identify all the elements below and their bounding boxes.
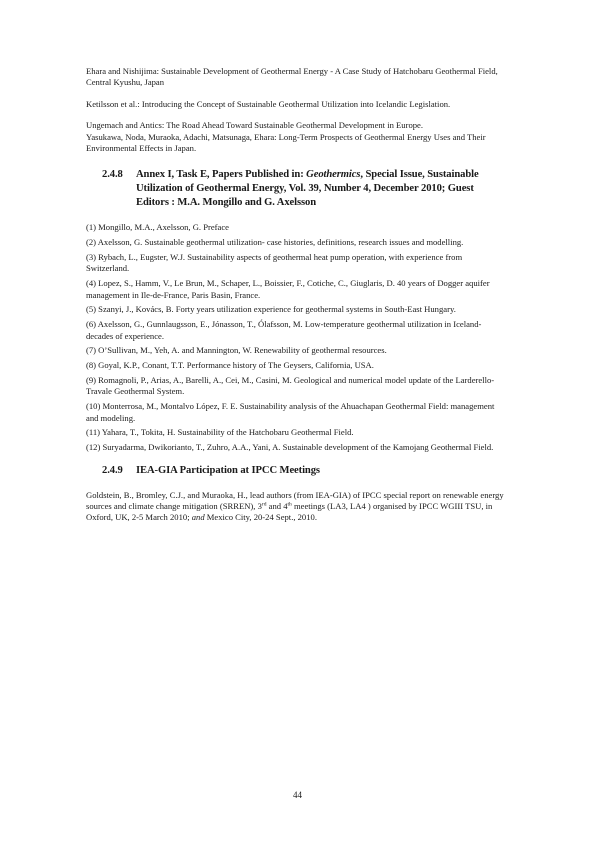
- section-heading-2-4-8: [102, 168, 504, 210]
- superscript: th: [287, 501, 292, 508]
- paragraph-text: Mexico City, 20-24 Sept., 2010.: [204, 512, 317, 523]
- list-item: (6) Axelsson, G., Gunnlaugsson, E., Jónasson, T., Ólafsson, M. Low-temperature geothermal utilization in Iceland- decades of experience.: [86, 319, 482, 341]
- section-title: IEA-GIA Participation at IPCC Meetings: [136, 464, 320, 476]
- section-heading-2-4-9: [102, 464, 504, 478]
- reference-ungemach-antics: Ungemach and Antics: The Road Ahead Toward Sustainable Geothermal Development in Europe.: [86, 120, 424, 131]
- reference-ketilsson: Ketilsson et al.: Introducing the Concept of Sustainable Geothermal Utilization into Icelandic Legislation.: [86, 98, 451, 109]
- paragraph-text: meetings (LA3, LA4 ) organised by IPCC WGIII TSU, in Oxford, UK, 2-5 March 2010;: [86, 501, 493, 523]
- reference-yasukawa: Yasukawa, Noda, Muraoka, Adachi, Matsunaga, Ehara: Long-Term Prospects of Geothermal Energy Uses and Their Environmental Effects in Japan.: [86, 131, 486, 154]
- ipcc-participation-paragraph: [86, 490, 504, 524]
- list-item: (5) Szanyi, J., Kovács, B. Forty years utilization experience for geothermal systems in South-East Hungary.: [86, 304, 456, 315]
- section-number: 2.4.8: [102, 169, 123, 181]
- section-title-part: , Special Issue, Sustainable Utilization of Geothermal Energy, Vol. 39, Number 4, December 2010; Guest Editors : M.A. Mongillo and G. Axelsson: [136, 169, 479, 209]
- list-item: (8) Goyal, K.P., Conant, T.T. Performance history of The Geysers, California, USA.: [86, 360, 374, 371]
- list-item: (1) Mongillo, M.A., Axelsson, G. Preface: [86, 222, 229, 233]
- page-content: [86, 66, 504, 532]
- list-item: (10) Monterrosa, M., Montalvo López, F. E. Sustainability analysis of the Ahuachapan Geothermal Field: management and modeling.: [86, 401, 495, 423]
- paragraph-text: and 4: [266, 501, 288, 512]
- list-item: (3) Rybach, L., Eugster, W.J. Sustainability aspects of geothermal heat pump operation, with experience from Switzerland.: [86, 252, 463, 274]
- list-item: (4) Lopez, S., Hamm, V., Le Brun, M., Schaper, L., Boissier, F., Cotiche, C., Giuglaris, D. 40 years of Dogger aquifer management in Ile-de-France, Paris Basin, France.: [86, 278, 490, 300]
- list-item: (9) Romagnoli, P., Arias, A., Barelli, A., Cei, M., Casini, M. Geological and numerical model update of the Larderello-Travale Geothermal System.: [86, 375, 495, 397]
- section-title: [136, 168, 504, 210]
- page-number: 44: [293, 790, 302, 800]
- list-item: (2) Axelsson, G. Sustainable geothermal utilization- case histories, definitions, research issues and modelling.: [86, 237, 464, 248]
- superscript: rd: [261, 501, 267, 508]
- list-item: (12) Suryadarma, Dwikorianto, T., Zuhro, A.A., Yani, A. Sustainable development of the Kamojang Geothermal Field.: [86, 442, 494, 453]
- list-item: (7) O’Sullivan, M., Yeh, A. and Mannington, W. Renewability of geothermal resources.: [86, 345, 387, 356]
- paragraph-text: Goldstein, B., Bromley, C.J., and Muraoka, H., lead authors (from IEA-GIA) of IPCC special report on renewable energy sources and climate change mitigation (SRREN), 3: [86, 489, 504, 512]
- section-title-part: Annex I, Task E, Papers Published in:: [136, 169, 307, 181]
- reference-ehara-nishijima: Ehara and Nishijima: Sustainable Development of Geothermal Energy - A Case Study of Hatchobaru Geothermal Field, Central Kyushu, Japan: [86, 66, 498, 88]
- journal-name: Geothermics: [306, 169, 361, 181]
- list-item: (11) Yahara, T., Tokita, H. Sustainability of the Hatchobaru Geothermal Field.: [86, 427, 354, 438]
- paragraph-emphasis: and: [191, 512, 205, 523]
- section-number: 2.4.9: [102, 464, 123, 476]
- paper-list: [86, 222, 504, 453]
